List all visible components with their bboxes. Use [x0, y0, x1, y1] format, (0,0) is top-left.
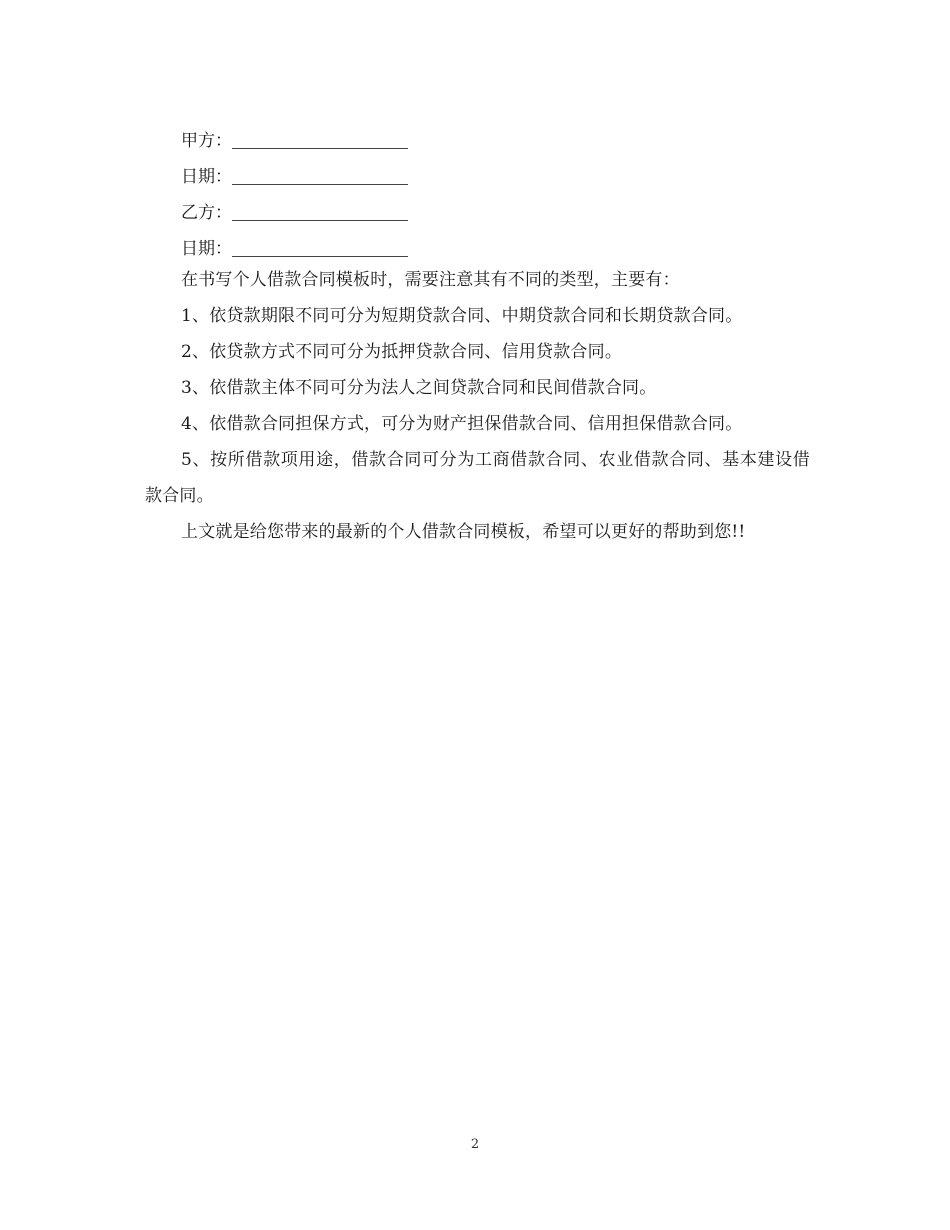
document-body — [145, 118, 810, 550]
signature-line-party-a — [145, 118, 810, 154]
signature-line-party-b — [145, 190, 810, 226]
signature-blank — [232, 166, 408, 185]
list-item-3: 3、依借款主体不同可分为法人之间贷款合同和民间借款合同。 — [181, 378, 657, 398]
signature-label: 甲方： — [181, 131, 232, 151]
signature-label: 日期： — [181, 167, 232, 187]
signature-line-date-a — [145, 154, 810, 190]
signature-label: 日期： — [181, 239, 232, 259]
list-item-2: 2、依贷款方式不同可分为抵押贷款合同、信用贷款合同。 — [181, 342, 623, 362]
list-item-4: 4、依借款合同担保方式，可分为财产担保借款合同、信用担保借款合同。 — [181, 414, 743, 434]
list-item-1: 1、依贷款期限不同可分为短期贷款合同、中期贷款合同和长期贷款合同。 — [181, 306, 743, 326]
signature-blank — [232, 238, 408, 257]
signature-blank — [232, 202, 408, 221]
signature-line-date-b — [145, 226, 810, 262]
intro-paragraph: 在书写个人借款合同模板时，需要注意其有不同的类型，主要有： — [181, 270, 680, 290]
closing-paragraph: 上文就是给您带来的最新的个人借款合同模板，希望可以更好的帮助到您!! — [181, 522, 746, 542]
signature-label: 乙方： — [181, 203, 232, 223]
list-item-5: 5、按所借款项用途，借款合同可分为工商借款合同、农业借款合同、基本建设借款合同。 — [145, 450, 810, 506]
page-number: 2 — [470, 1137, 480, 1152]
signature-blank — [232, 130, 408, 149]
